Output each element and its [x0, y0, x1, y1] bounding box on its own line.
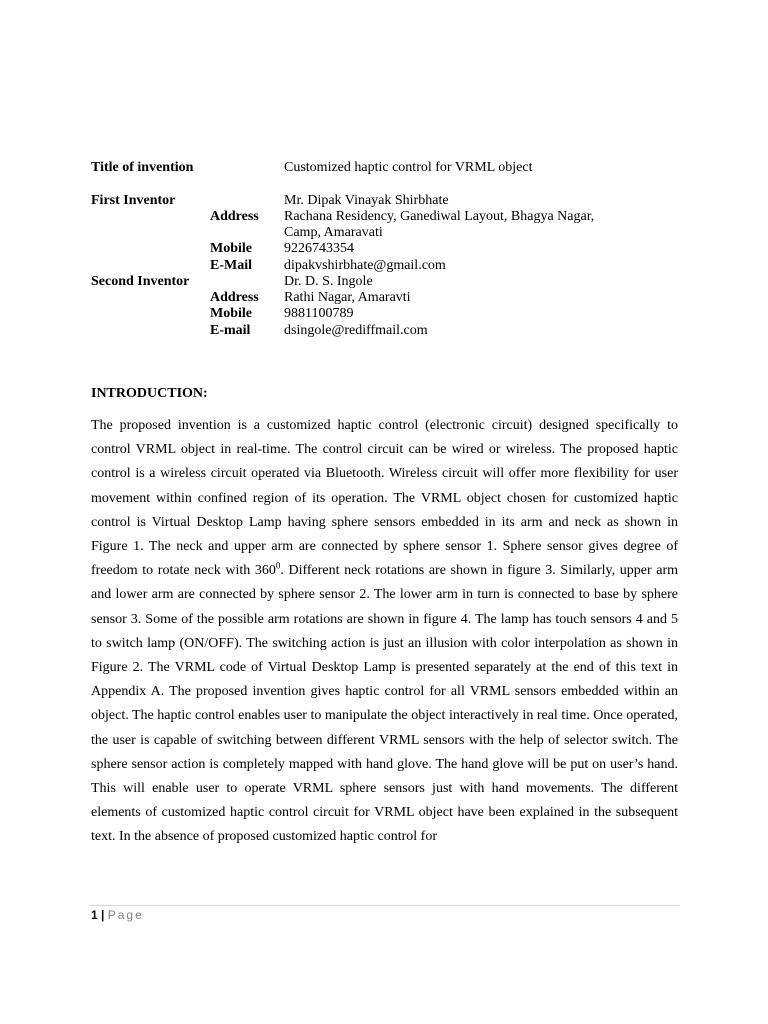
page-footer: [91, 908, 144, 922]
degree-superscript: 0: [275, 560, 281, 571]
first-inventor-label: First Inventor: [91, 193, 176, 208]
first-inventor-name: Mr. Dipak Vinayak Shirbhate: [284, 193, 449, 208]
first-mobile-value: 9226743354: [284, 241, 354, 256]
introduction-paragraph: [91, 414, 678, 850]
second-address-label: Address: [210, 290, 259, 305]
intro-text-part1: The proposed invention is a customized haptic control (electronic circuit) designed specifically to control VRML object in real-time. The control circuit can be wired or wireless. The proposed haptic control is a wireless circuit operated via Bluetooth. Wireless circuit will offer more flexibility for user movement within confined region of its operation. The VRML object chosen for customized haptic control is Virtual Desktop Lamp having sphere sensors embedded in its arm and neck as shown in Figure 1. The neck and upper arm are connected by sphere sensor 1. Sphere sensor gives degree of freedom to rotate neck with 360: [91, 418, 678, 579]
first-mobile-label: Mobile: [210, 241, 252, 256]
second-email-value: dsingole@rediffmail.com: [284, 323, 428, 338]
first-email-value: dipakvshirbhate@gmail.com: [284, 258, 446, 273]
introduction-heading: INTRODUCTION:: [91, 386, 208, 401]
first-address-line2: Camp, Amaravati: [284, 225, 383, 240]
footer-separator: |: [101, 908, 105, 922]
first-email-label: E-Mail: [210, 258, 252, 273]
intro-text-part2: . Different neck rotations are shown in figure 3. Similarly, upper arm and lower arm are connected by sphere sensor 2. The lower arm in turn is connected to base by sphere sensor 3. Some of the possible arm rotations are shown in figure 4. The lamp has touch sensors 4 and 5 to switch lamp (ON/OFF). The switching action is just an illusion with color interpolation as shown in Figure 2. The VRML code of Virtual Desktop Lamp is presented separately at the end of this text in Appendix A. The proposed invention gives haptic control for all VRML sensors embedded within an object. The haptic control enables user to manipulate the object interactively in real time. Once operated, the user is capable of switching between different VRML sensors with the help of selector switch. The sphere sensor action is completely mapped with hand glove. The hand glove will be put on user’s hand. This will enable user to operate VRML sphere sensors just with hand movements. The different elements of customized haptic control circuit for VRML object have been explained in the subsequent text. In the absence of proposed customized haptic control for: [91, 563, 678, 845]
page-number: 1: [91, 908, 98, 922]
title-value: Customized haptic control for VRML object: [284, 160, 533, 175]
first-address-line1: Rachana Residency, Ganediwal Layout, Bhagya Nagar,: [284, 209, 595, 224]
second-inventor-name: Dr. D. S. Ingole: [284, 274, 373, 289]
second-mobile-label: Mobile: [210, 306, 252, 321]
second-inventor-label: Second Inventor: [91, 274, 190, 289]
page-word: Page: [107, 908, 144, 922]
title-label: Title of invention: [91, 160, 194, 175]
second-mobile-value: 9881100789: [284, 306, 354, 321]
footer-divider: [90, 905, 680, 906]
first-address-label: Address: [210, 209, 259, 224]
second-address-value: Rathi Nagar, Amaravti: [284, 290, 411, 305]
second-email-label: E-mail: [210, 323, 251, 338]
